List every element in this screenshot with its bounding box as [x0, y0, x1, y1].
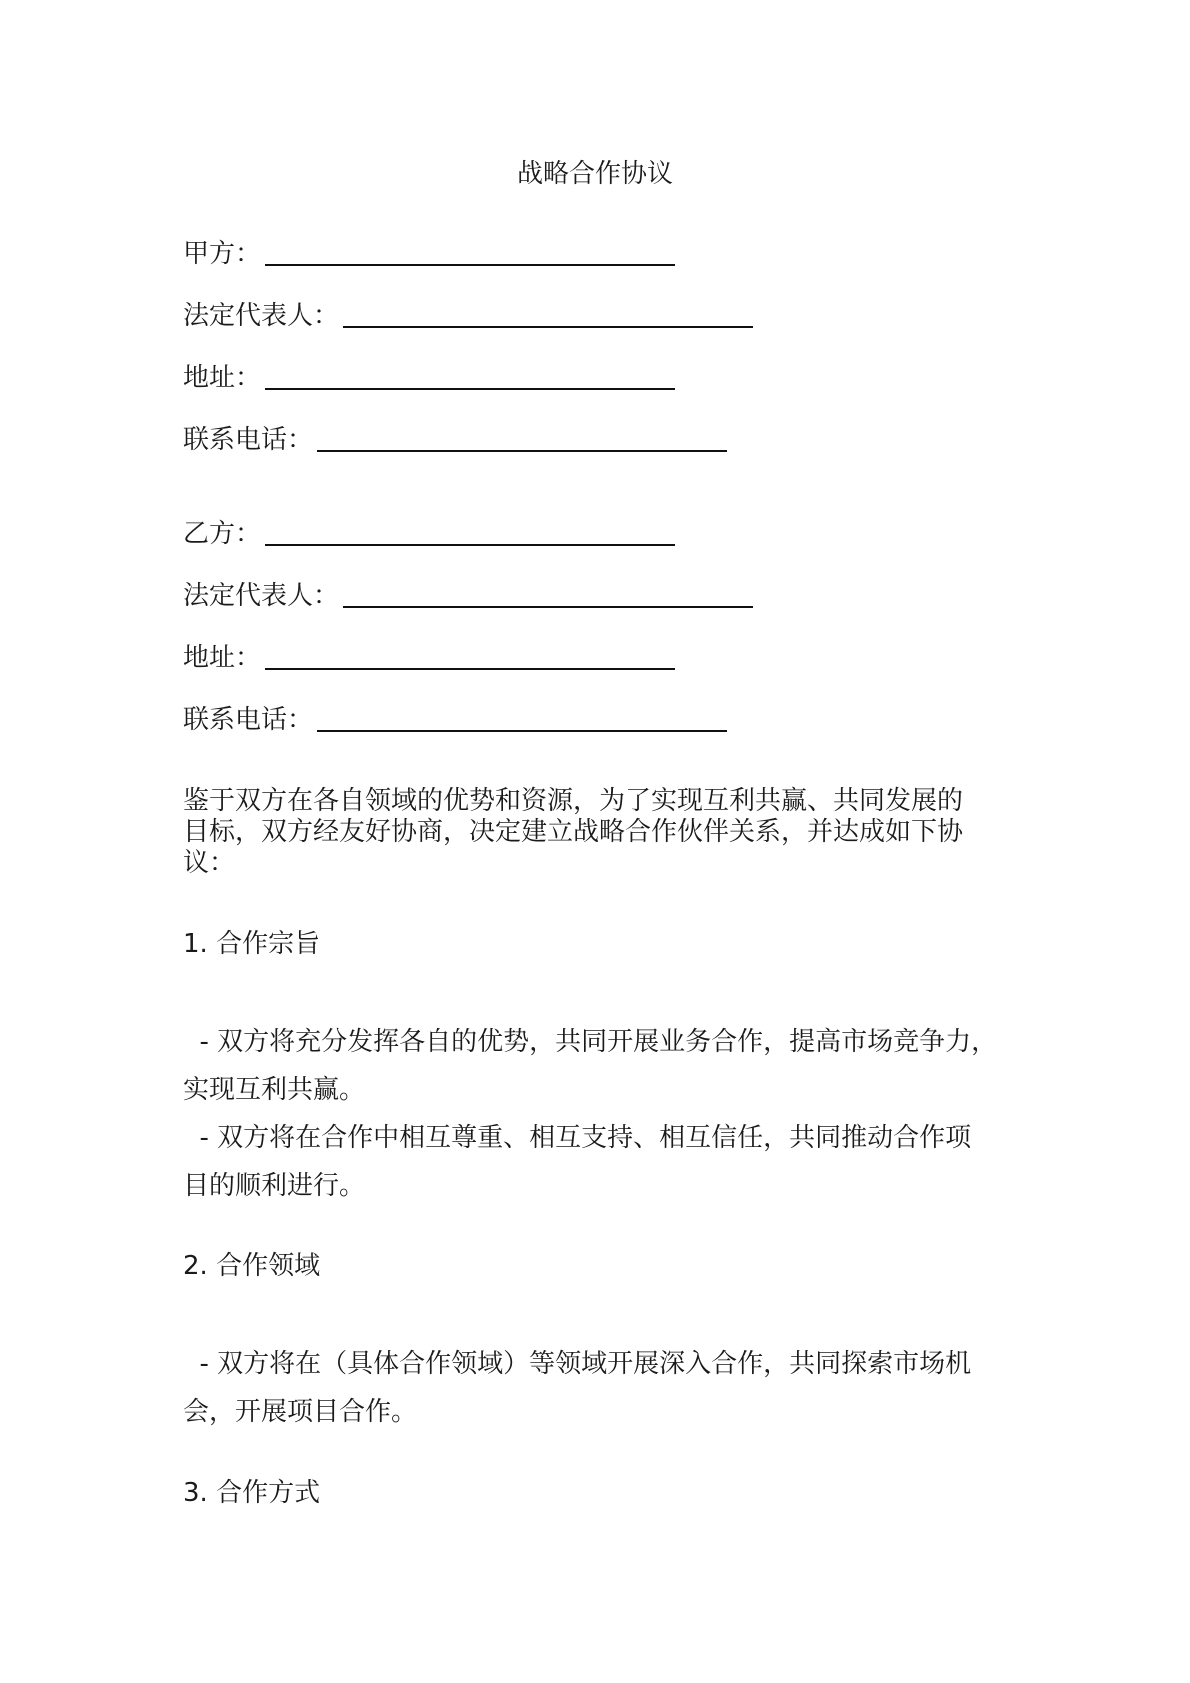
- section-line: - 双方将在（具体合作领域）等领域开展深入合作，共同探索市场机: [183, 1349, 972, 1379]
- section-line: 目的顺利进行。: [183, 1171, 366, 1201]
- party-a-address-blank[interactable]: [265, 388, 675, 390]
- party-b-address-blank[interactable]: [265, 668, 675, 670]
- party-b-name-label: 乙方：: [183, 519, 262, 549]
- party-b-name-field: [183, 516, 675, 552]
- party-a-rep-blank[interactable]: [343, 326, 753, 328]
- section-heading: 3. 合作方式: [183, 1478, 321, 1508]
- party-b-rep-label: 法定代表人：: [183, 581, 340, 611]
- party-b-rep-blank[interactable]: [343, 606, 753, 608]
- party-b-phone-blank[interactable]: [317, 730, 727, 732]
- party-a-phone-label: 联系电话：: [183, 425, 314, 455]
- party-a-rep-label: 法定代表人：: [183, 301, 340, 331]
- section-line: 会，开展项目合作。: [183, 1397, 418, 1427]
- party-a-name-blank[interactable]: [265, 264, 675, 266]
- section-heading: 2. 合作领域: [183, 1251, 321, 1281]
- section-heading: 1. 合作宗旨: [183, 929, 321, 959]
- preamble-line: 目标，双方经友好协商，决定建立战略合作伙伴关系，并达成如下协: [183, 817, 964, 847]
- party-a-name-label: 甲方：: [183, 239, 262, 269]
- party-a-address-field: [183, 360, 675, 396]
- party-a-name-field: [183, 236, 675, 272]
- party-b-phone-label: 联系电话：: [183, 705, 314, 735]
- party-a-phone-blank[interactable]: [317, 450, 727, 452]
- party-a-address-label: 地址：: [183, 363, 262, 393]
- party-a-rep-field: [183, 298, 753, 334]
- party-b-address-label: 地址：: [183, 643, 262, 673]
- preamble-line: 议：: [183, 848, 236, 878]
- section-line: 实现互利共赢。: [183, 1075, 366, 1105]
- party-b-name-blank[interactable]: [265, 544, 675, 546]
- section-line: - 双方将在合作中相互尊重、相互支持、相互信任，共同推动合作项: [183, 1123, 972, 1153]
- section-line: - 双方将充分发挥各自的优势，共同开展业务合作，提高市场竞争力，: [183, 1027, 998, 1057]
- party-b-rep-field: [183, 578, 753, 614]
- preamble-line: 鉴于双方在各自领域的优势和资源，为了实现互利共赢、共同发展的: [183, 786, 964, 816]
- party-b-address-field: [183, 640, 675, 676]
- party-b-phone-field: [183, 702, 727, 738]
- party-a-phone-field: [183, 422, 727, 458]
- document-title: 战略合作协议: [516, 159, 673, 189]
